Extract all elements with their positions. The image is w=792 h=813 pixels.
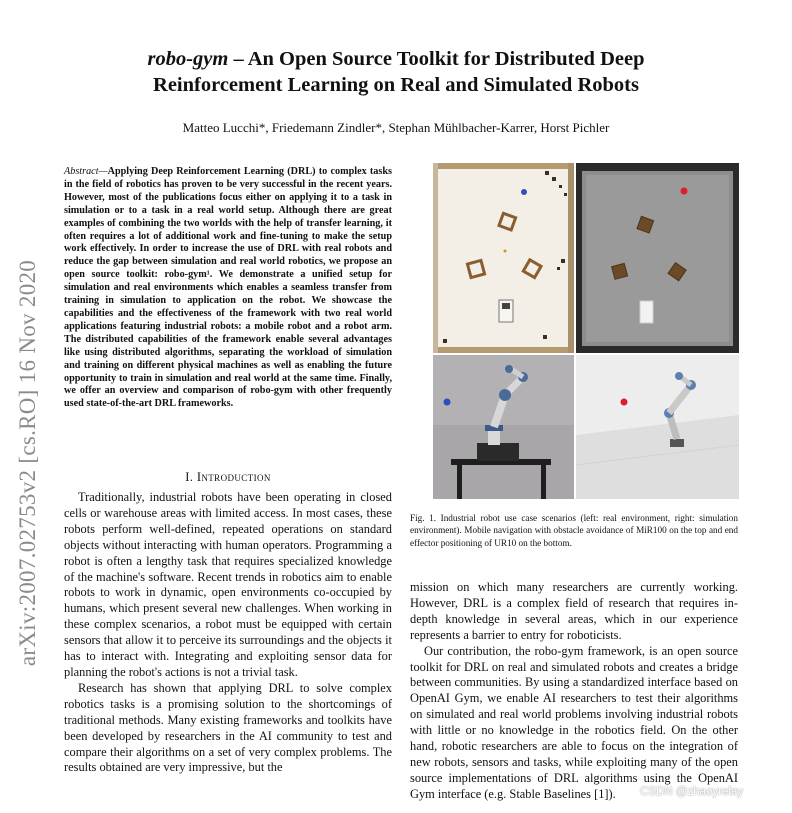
- intro-left-column: [64, 490, 392, 813]
- sim-mobile-env-render: [576, 163, 739, 353]
- figure-1: [433, 163, 739, 499]
- author-list: Matteo Lucchi*, Friedemann Zindler*, Stephan Mühlbacher-Karrer, Horst Pichler: [182, 120, 610, 135]
- paper-title: [60, 46, 732, 98]
- real-target-marker: [521, 189, 527, 195]
- sim-arm-target: [621, 399, 628, 406]
- real-arm-photo: [433, 355, 574, 499]
- paragraph: Research has shown that applying DRL to solve complex robotics tasks is a promising solution to the shortcomings of traditional methods. Many existing frameworks and toolkits have been developed by researchers in the AI community to test and compare their algorithms on a set of very complex problems. The results obtained are very impressive, but the: [64, 680, 392, 775]
- title-line-2: Reinforcement Learning on Real and Simulated Robots: [153, 74, 639, 96]
- real-arm-target: [444, 399, 451, 406]
- figure-caption: Fig. 1. Industrial robot use case scenarios (left: real environment, right: simulation environment). Mobile navigation with obstacle avoidance of MiR100 on the top and end effector positioning of UR10 on the bottom.: [410, 513, 738, 548]
- intro-right-column: [410, 580, 738, 813]
- sim-arena-image: [576, 163, 739, 353]
- abstract: [64, 166, 392, 411]
- paragraph: Traditionally, industrial robots have been operating in closed cells or warehouse areas with limited access. In most cases, these robots perform well-defined, repeated operations on standard objects without interacting with human operators. Programming a robot is often a lengthy task that requires specialized knowledge of the machine's software. Recent trends in robotics aim to enable robots to work in dynamic, open environments co-occupied by humans, which present several new challenges. When working in these complex scenarios, a robot must be equipped with certain sensors that allow it to perceive its surroundings and the objects it has to interact with. Integrating and exploiting sensor data for planning the robot's actions is not a trivial task.: [64, 490, 392, 679]
- paragraph: Our contribution, the robo-gym framework, is an open source toolkit for DRL on real and simulated robots and creates a bridge between communities. By using a standardized interface based on OpenAI Gym, we enable AI researchers to test their algorithms on simulated and real world problems involving industrial robots with little or no knowledge in the robotics field. On the other hand, robotic researchers are able to focus on the integration of new robots, sensors and tasks, while exploiting many of the open source implementations of DRL algorithms using the OpenAI Gym interface (e.g. Stable Baselines [1]).: [410, 643, 738, 801]
- sim-target-marker: [681, 188, 688, 195]
- section-heading: I. Introduction: [185, 470, 271, 484]
- sim-ur10-image: [576, 355, 739, 499]
- abstract-text: Applying Deep Reinforcement Learning (DRL) to complex tasks in the field of robotics has proven to be very successful in the recent years. However, most of the publications focus either on applying it to a task in simulation or to a task in a real world setup. Although there are great examples of combining the two worlds with the help of transfer learning, it often requires a lot of additional work and fine-tuning to make the setup work effectively. In order to increase the use of DRL with real robots and reduce the gap between simulation and real world robotics, we propose an open source toolkit: robo-gym¹. We demonstrate a unified setup for simulation and real environments which enables a seamless transfer from training in simulation to application on the robot. We showcase the capabilities and the effectiveness of the framework with two real world applications featuring industrial robots: a mobile robot and a robot arm. The distributed capabilities of the framework enable several advantages like using distributed algorithms, separating the workload of simulation and training on different physical machines as well as enabling the future opportunity to train in simulation and real world at the same time. Finally, we offer an overview and comparison of robo-gym with other frequently used state-of-the-art DRL frameworks.: [64, 166, 392, 410]
- arxiv-sidebar: [8, 228, 48, 698]
- real-ur10-image: [433, 355, 574, 499]
- arxiv-identifier: arXiv:2007.02753v2 [cs.RO] 16 Nov 2020: [15, 259, 40, 667]
- abstract-lead: Abstract—: [64, 166, 108, 177]
- csdn-watermark: CSDN @zhaoyrelay: [640, 786, 744, 798]
- paragraph: mission on which many researchers are currently working. However, DRL is a complex field of research that requires in-depth knowledge in several areas, which in our experience represents a barrier to entry for roboticists.: [410, 580, 738, 642]
- sim-arm-render: [576, 355, 739, 499]
- real-warehouse-image: [433, 163, 574, 353]
- real-mobile-env-photo: [433, 163, 574, 353]
- title-line-1: robo-gym – An Open Source Toolkit for Distributed Deep: [147, 48, 645, 70]
